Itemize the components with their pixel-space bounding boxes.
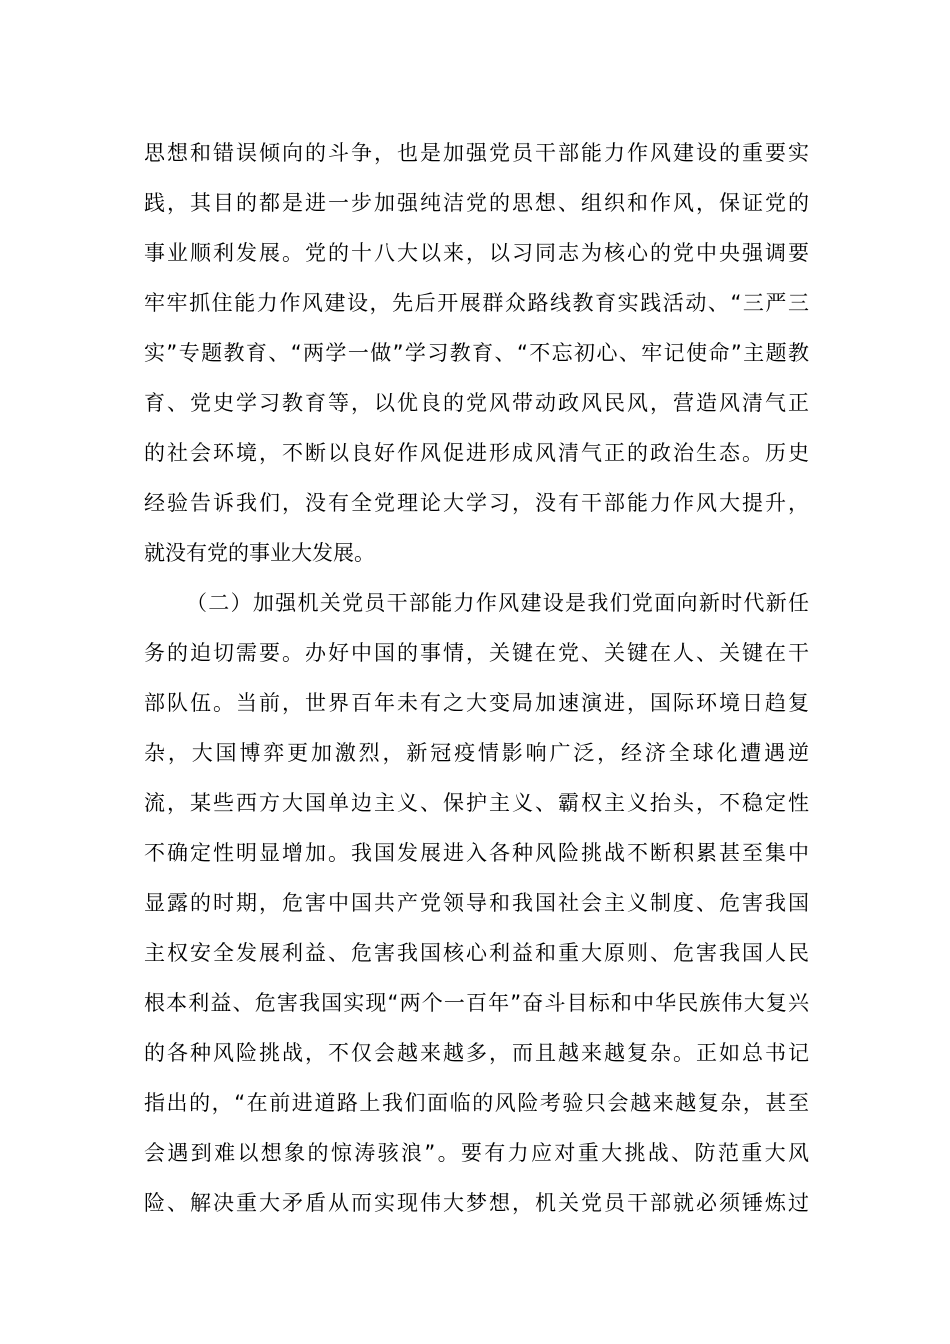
- text-line: 会遇到难以想象的惊涛骇浪”。要有力应对重大挑战、防范重大风: [144, 1141, 809, 1165]
- text-line: 就没有党的事业大发展。: [144, 541, 375, 565]
- text-line: 显露的时期，危害中国共产党领导和我国社会主义制度、危害我国: [144, 891, 809, 915]
- text-line: 牢牢抓住能力作风建设，先后开展群众路线教育实践活动、“三严三: [144, 291, 809, 315]
- text-line: 思想和错误倾向的斗争，也是加强党员干部能力作风建设的重要实: [144, 141, 809, 165]
- text-line: 不确定性明显增加。我国发展进入各种风险挑战不断积累甚至集中: [144, 841, 809, 865]
- text-line: 经验告诉我们，没有全党理论大学习，没有干部能力作风大提升，: [144, 491, 809, 515]
- text-line: 务的迫切需要。办好中国的事情，关键在党、关键在人、关键在干: [144, 641, 809, 665]
- text-line: 育、党史学习教育等，以优良的党风带动政风民风，营造风清气正: [144, 391, 809, 415]
- text-line: 杂，大国博弈更加激烈，新冠疫情影响广泛，经济全球化遭遇逆: [144, 741, 809, 765]
- text-line: 根本利益、危害我国实现“两个一百年”奋斗目标和中华民族伟大复兴: [144, 991, 809, 1015]
- text-line: 实”专题教育、“两学一做”学习教育、“不忘初心、牢记使命”主题教: [144, 341, 809, 365]
- text-line: 流，某些西方大国单边主义、保护主义、霸权主义抬头，不稳定性: [144, 791, 809, 815]
- text-line: 的社会环境，不断以良好作风促进形成风清气正的政治生态。历史: [144, 441, 809, 465]
- text-line: 指出的，“在前进道路上我们面临的风险考验只会越来越复杂，甚至: [144, 1091, 809, 1115]
- document-body: [144, 128, 809, 1228]
- text-line: 险、解决重大矛盾从而实现伟大梦想，机关党员干部就必须锤炼过: [144, 1191, 809, 1215]
- text-line: 践，其目的都是进一步加强纯洁党的思想、组织和作风，保证党的: [144, 191, 809, 215]
- text-line: 事业顺利发展。党的十八大以来，以习同志为核心的党中央强调要: [144, 241, 809, 265]
- text-line: 主权安全发展利益、危害我国核心利益和重大原则、危害我国人民: [144, 941, 809, 965]
- text-line: 部队伍。当前，世界百年未有之大变局加速演进，国际环境日趋复: [144, 691, 809, 715]
- section-heading-line: （二）加强机关党员干部能力作风建设是我们党面向新时代新任: [186, 591, 809, 615]
- text-line: 的各种风险挑战，不仅会越来越多，而且越来越复杂。正如总书记: [144, 1041, 809, 1065]
